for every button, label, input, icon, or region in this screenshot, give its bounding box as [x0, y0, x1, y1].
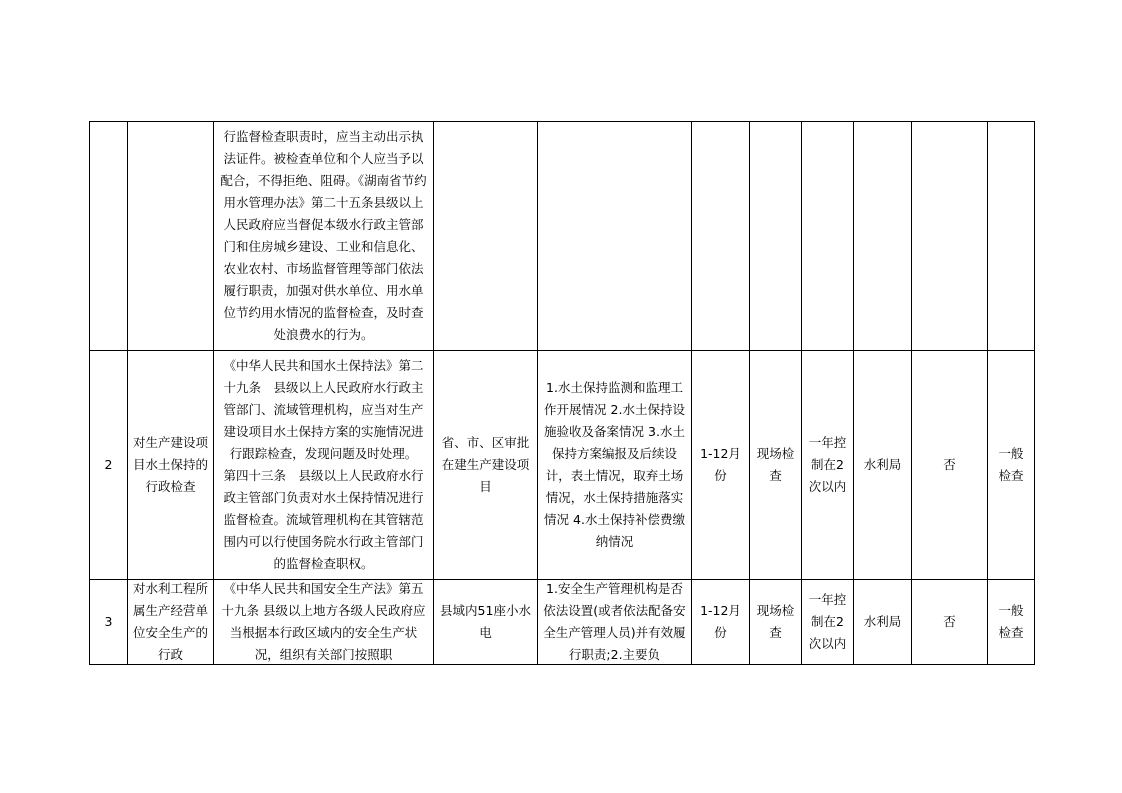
basis-paragraph: 行监督检查职责时，应当主动出示执法证件。被检查单位和个人应当予以配合，不得拒绝、阻碍。《湖南省节约用水管理办法》第二十五条县级以上人民政府应当督促本级水行政主管部门和住房城乡建设、工业和信息化、农业农村、市场监督管理等部门依法履行职责，加强对供水单位、用水单位节约用水情况的监督检查，及时查处浪费水的行为。	[220, 129, 427, 342]
basis-cell	[214, 122, 434, 351]
method-cell: 现场检查	[750, 351, 802, 580]
content-cell: 1.水土保持监测和监理工作开展情况 2.水土保持设施验收及备案情况 3.水土保持方案编报及后续设计，表土情况，取弃土场情况，水土保持措施落实情况 4.水土保持补偿费缴纳情况	[538, 351, 692, 580]
table-row	[90, 580, 1035, 665]
joint-cell	[912, 122, 988, 351]
dept-cell: 水利局	[854, 351, 912, 580]
type-cell: 一般检查	[988, 351, 1035, 580]
item-cell	[128, 580, 214, 665]
content-text: 1.安全生产管理机构是否依法设置(或者依法配备安全生产管理人员)并有效履行职责;2.主要负	[543, 581, 686, 662]
time-cell: 1-12月份	[692, 351, 750, 580]
basis-wrap	[219, 580, 428, 664]
frequency-cell: 一年控制在2次以内	[802, 351, 854, 580]
frequency-cell	[802, 122, 854, 351]
time-cell	[692, 122, 750, 351]
basis-cell	[214, 351, 434, 580]
type-cell	[988, 122, 1035, 351]
joint-cell: 否	[912, 351, 988, 580]
joint-cell: 否	[912, 580, 988, 665]
basis-cell	[214, 580, 434, 665]
inspection-table	[89, 121, 1035, 665]
item-cell: 对生产建设项目水土保持的行政检查	[128, 351, 214, 580]
basis-paragraph: 《中华人民共和国水土保持法》第二十九条 县级以上人民政府水行政主管部门、流域管理机构，应当对生产建设项目水土保持方案的实施情况进行跟踪检查，发现问题及时处理。	[223, 358, 424, 461]
content-cell	[538, 580, 692, 665]
table-row	[90, 122, 1035, 351]
object-cell: 省、市、区审批在建生产建设项目	[434, 351, 538, 580]
object-cell: 县域内51座小水电	[434, 580, 538, 665]
item-text: 对水利工程所属生产经营单位安全生产的行政	[133, 581, 208, 662]
table-row	[90, 351, 1035, 580]
index-cell	[90, 122, 128, 351]
dept-cell: 水利局	[854, 580, 912, 665]
index-cell: 2	[90, 351, 128, 580]
content-cell	[538, 122, 692, 351]
frequency-cell: 一年控制在2次以内	[802, 580, 854, 665]
item-cell	[128, 122, 214, 351]
basis-paragraph: 第四十三条 县级以上人民政府水行政主管部门负责对水土保持情况进行监督检查。流域管理机构在其管辖范围内可以行使国务院水行政主管部门的监督检查职权。	[223, 468, 424, 571]
method-cell	[750, 122, 802, 351]
dept-cell	[854, 122, 912, 351]
object-cell	[434, 122, 538, 351]
type-cell: 一般检查	[988, 580, 1035, 665]
method-cell: 现场检查	[750, 580, 802, 665]
time-cell: 1-12月份	[692, 580, 750, 665]
index-cell: 3	[90, 580, 128, 665]
basis-paragraph: 《中华人民共和国安全生产法》第五十九条 县级以上地方各级人民政府应当根据本行政区域内的安全生产状况，组织有关部门按照职	[221, 581, 426, 662]
